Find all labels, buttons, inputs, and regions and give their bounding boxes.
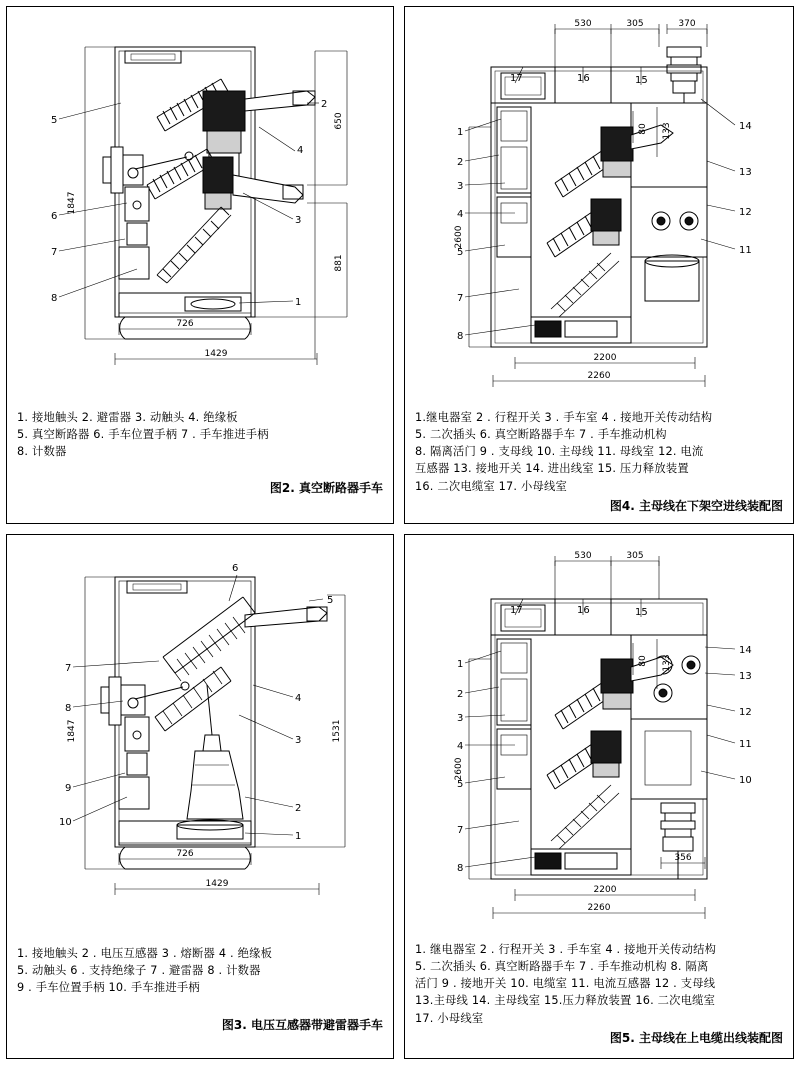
svg-text:10: 10: [59, 817, 72, 828]
svg-text:2600: 2600: [454, 757, 464, 781]
svg-text:4: 4: [295, 693, 302, 704]
svg-text:7: 7: [65, 663, 72, 674]
figure-panel-fig2: [6, 6, 394, 524]
legend-line: 16. 二次电缆室 17. 小母线室: [415, 479, 567, 493]
svg-text:7: 7: [51, 247, 58, 258]
figure-art-fig4: [405, 7, 793, 399]
figure-caption-fig4: 图4. 主母线在下架空进线装配图: [609, 499, 783, 513]
svg-text:15: 15: [635, 607, 648, 618]
svg-text:5: 5: [457, 779, 464, 790]
svg-text:13: 13: [739, 671, 752, 682]
legend-line: 1. 接地触头 2 . 电压互感器 3 . 熔断器 4 . 绝缘板: [17, 947, 273, 960]
legend-fig2: [17, 409, 385, 460]
svg-text:1847: 1847: [67, 719, 77, 743]
svg-text:133: 133: [662, 654, 672, 672]
svg-text:5: 5: [327, 595, 334, 606]
svg-text:3: 3: [295, 215, 302, 226]
legend-line: 5. 二次插头 6. 真空断路器手车 7 . 手车推动机构: [415, 428, 667, 442]
svg-text:2200: 2200: [593, 885, 617, 895]
svg-text:2600: 2600: [454, 225, 464, 249]
svg-text:133: 133: [662, 122, 672, 140]
svg-text:80: 80: [638, 655, 648, 667]
svg-text:7: 7: [457, 825, 464, 836]
legend-line: 5. 二次插头 6. 真空断路器手车 7 . 手车推动机构 8. 隔离: [415, 960, 709, 974]
svg-text:1: 1: [457, 659, 464, 670]
svg-text:1429: 1429: [205, 879, 229, 889]
svg-text:14: 14: [739, 121, 752, 132]
svg-text:2: 2: [457, 157, 464, 168]
svg-text:2: 2: [321, 99, 328, 110]
legend-line: 17. 小母线室: [415, 1011, 484, 1025]
legend-line: 活门 9 . 接地开关 10. 电缆室 11. 电流互感器 12 . 支母线: [415, 977, 716, 991]
svg-text:16: 16: [577, 73, 590, 84]
svg-text:530: 530: [574, 19, 592, 29]
legend-line: 9 . 手车位置手柄 10. 手车推进手柄: [17, 981, 200, 995]
svg-text:370: 370: [678, 19, 696, 29]
svg-text:9: 9: [65, 783, 72, 794]
legend-line: 8. 计数器: [17, 445, 67, 459]
figure-caption-fig5: 图5. 主母线在上电缆出线装配图: [609, 1031, 783, 1045]
legend-line: 互感器 13. 接地开关 14. 进出线室 15. 压力释放装置: [415, 462, 689, 476]
legend-line: 1. 继电器室 2 . 行程开关 3 . 手车室 4 . 接地开关传动结构: [415, 943, 717, 956]
svg-text:881: 881: [334, 254, 344, 272]
svg-text:356: 356: [674, 853, 692, 863]
svg-text:8: 8: [65, 703, 72, 714]
legend-line: 8. 隔离活门 9 . 支母线 10. 主母线 11. 母线室 12. 电流: [415, 445, 704, 459]
svg-text:6: 6: [51, 211, 58, 222]
svg-text:6: 6: [232, 563, 239, 574]
svg-text:4: 4: [457, 209, 464, 220]
figure-panel-fig3: [6, 534, 394, 1059]
svg-text:1: 1: [295, 297, 302, 308]
svg-text:10: 10: [739, 775, 752, 786]
figure-caption-fig3: 图3. 电压互感器带避雷器手车: [221, 1018, 383, 1032]
svg-text:2260: 2260: [587, 903, 611, 913]
svg-text:17: 17: [510, 73, 523, 84]
svg-text:7: 7: [457, 293, 464, 304]
svg-text:650: 650: [334, 112, 344, 130]
svg-text:8: 8: [51, 293, 58, 304]
svg-text:305: 305: [626, 19, 644, 29]
svg-text:2: 2: [457, 689, 464, 700]
svg-text:1: 1: [457, 127, 464, 138]
svg-text:2200: 2200: [593, 353, 617, 363]
figure-caption-fig2: 图2. 真空断路器手车: [269, 481, 383, 495]
svg-text:305: 305: [626, 551, 644, 561]
figure-art-fig3: [7, 535, 393, 935]
svg-text:14: 14: [739, 645, 752, 656]
legend-line: 5. 动触头 6 . 支持绝缘子 7 . 避雷器 8 . 计数器: [17, 964, 261, 978]
svg-text:3: 3: [457, 181, 464, 192]
svg-text:80: 80: [638, 123, 648, 135]
figure-art-fig2: [7, 7, 393, 397]
svg-text:4: 4: [297, 145, 304, 156]
legend-fig4: [415, 409, 785, 495]
svg-text:3: 3: [295, 735, 302, 746]
svg-text:12: 12: [739, 207, 752, 218]
svg-text:15: 15: [635, 75, 648, 86]
svg-text:2: 2: [295, 803, 302, 814]
legend-line: 5. 真空断路器 6. 手车位置手柄 7 . 手车推进手柄: [17, 428, 269, 442]
svg-text:17: 17: [510, 605, 523, 616]
svg-text:5: 5: [51, 115, 58, 126]
legend-fig5: [415, 941, 785, 1027]
svg-text:11: 11: [739, 245, 752, 256]
legend-line: 1. 接地触头 2. 避雷器 3. 动触头 4. 绝缘板: [17, 411, 238, 424]
svg-text:1: 1: [295, 831, 302, 842]
svg-text:1429: 1429: [204, 349, 228, 359]
legend-line: 1.继电器室 2 . 行程开关 3 . 手车室 4 . 接地开关传动结构: [415, 411, 713, 424]
figure-panel-fig5: [404, 534, 794, 1059]
svg-text:5: 5: [457, 247, 464, 258]
svg-text:13: 13: [739, 167, 752, 178]
svg-text:4: 4: [457, 741, 464, 752]
svg-text:8: 8: [457, 863, 464, 874]
svg-text:3: 3: [457, 713, 464, 724]
svg-text:726: 726: [176, 849, 194, 859]
legend-fig3: [17, 945, 385, 996]
svg-text:726: 726: [176, 319, 194, 329]
svg-text:12: 12: [739, 707, 752, 718]
svg-text:1531: 1531: [332, 719, 342, 743]
svg-text:16: 16: [577, 605, 590, 616]
svg-text:530: 530: [574, 551, 592, 561]
svg-text:8: 8: [457, 331, 464, 342]
svg-text:11: 11: [739, 739, 752, 750]
figure-art-fig5: [405, 535, 793, 935]
legend-line: 13.主母线 14. 主母线室 15.压力释放装置 16. 二次电缆室: [415, 994, 716, 1008]
figure-panel-fig4: [404, 6, 794, 524]
svg-text:2260: 2260: [587, 371, 611, 381]
svg-text:1847: 1847: [67, 191, 77, 215]
